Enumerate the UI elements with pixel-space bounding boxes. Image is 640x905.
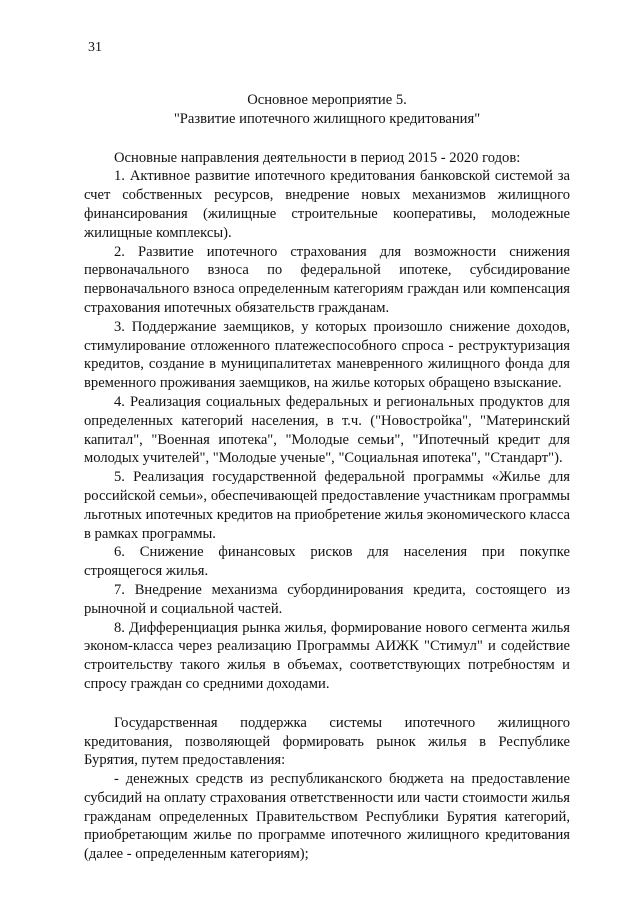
spacer xyxy=(84,129,570,149)
heading-line-2: "Развитие ипотечного жилищного кредитования" xyxy=(173,110,481,127)
list-item-1: 1. Активное развитие ипотечного кредитования банковской системой за счет собственных ресурсов, внедрение новых механизмов жилищного финансирования (жилищные строительные кооперативы, молодежные жилищные комплексы). xyxy=(84,168,570,241)
list-item-6: 6. Снижение финансовых рисков для населения при покупке строящегося жилья. xyxy=(84,544,570,580)
list-item-5: 5. Реализация государственной федеральной программы «Жилье для российской семьи», обеспечивающей предоставление участникам программы льготных ипотечных кредитов на приобретение жилья экономического класса в рамках программы. xyxy=(84,469,570,542)
document-content xyxy=(84,91,570,864)
support-item: - денежных средств из республиканского бюджета на предоставление субсидий на оплату страхования ответственности или части стоимости жилья гражданам определенных Правительством Республики Бурятия категорий, приобретающим жилье по программе ипотечного жилищного кредитования (далее - определенным категориям); xyxy=(84,771,570,863)
list-item-8: 8. Дифференциация рынка жилья, формирование нового сегмента жилья эконом-класса через реализацию Программы АИЖК "Стимул" и содействие строительству такого жилья в объемах, соответствующих потребностям и спросу граждан со средними доходами. xyxy=(84,619,570,692)
support-paragraph: Государственная поддержка системы ипотечного жилищного кредитования, позволяющей формировать рынок жилья в Республике Бурятия, путем предоставления: xyxy=(84,714,570,769)
intro-line: Основные направления деятельности в период 2015 - 2020 годов: xyxy=(114,149,521,166)
section-heading xyxy=(84,91,570,129)
list-item-2: 2. Развитие ипотечного страхования для возможности снижения первоначального взноса по федеральной ипотеке, субсидирование первоначального взноса определенным категориям граждан или компенсация страхования ипотечных обязательств гражданам. xyxy=(84,243,570,316)
list-item-3: 3. Поддержание заемщиков, у которых произошло снижение доходов, стимулирование отложенного платежеспособного спроса - реструктуризация кредитов, создание в муниципалитетах маневренного жилищного фонда для временного проживания заемщиков, на жилье которых обращено взыскание. xyxy=(84,318,570,392)
heading-line-1: Основное мероприятие 5. xyxy=(247,92,407,108)
list-item-4: 4. Реализация социальных федеральных и региональных продуктов для определенных категорий населения, в т.ч. ("Новостройка", "Материнский капитал", "Военная ипотека", "Молодые семьи", "Ипотечный кредит для молодых учителей", "Молодые ученые", "Социальная ипотека", "Стандарт"). xyxy=(84,393,570,467)
page-number: 31 xyxy=(88,40,102,55)
list-item-7: 7. Внедрение механизма субординирования кредита, состоящего из рыночной и социальной частей. xyxy=(84,581,570,617)
spacer xyxy=(84,694,570,714)
